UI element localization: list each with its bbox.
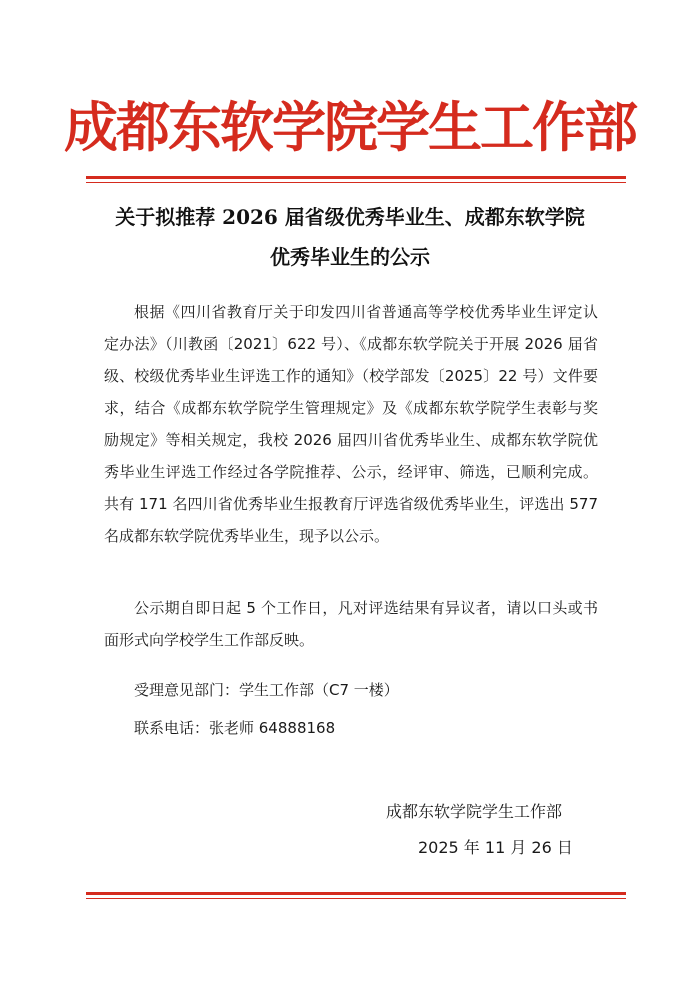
letterhead-rule-thick	[86, 176, 626, 179]
signature-org: 成都东软学院学生工作部	[386, 802, 563, 821]
letterhead-org-name: 成都东软学院学生工作部	[64, 95, 636, 159]
notice-title-line2: 优秀毕业生的公示	[270, 245, 430, 269]
footer-rule-thick	[86, 892, 626, 895]
body-paragraph-2: 公示期自即日起 5 个工作日，凡对评选结果有异议者，请以口头或书面形式向学校学生工作部反映。	[104, 599, 598, 649]
body-paragraph-1: 根据《四川省教育厅关于印发四川省普通高等学校优秀毕业生评定认定办法》（川教函〔2021〕622 号）、《成都东软学院关于开展 2026 届省级、校级优秀毕业生评选工作的通知》（校学部发〔2025〕22 号）文件要求，结合《成都东软学院学生管理规定》及《成都东软学院学生表彰与奖励规定》等相关规定，我校 2026 届四川省优秀毕业生、成都东软学院优秀毕业生评选工作经过各学院推荐、公示，经评审、筛选，已顺利完成。共有 171 名四川省优秀毕业生报教育厅评选省级优秀毕业生，评选出 577 名成都东软学院优秀毕业生，现予以公示。	[104, 303, 598, 545]
signature-date: 2025 年 11 月 26 日	[418, 838, 573, 857]
notice-title-line1: 关于拟推荐 2026 届省级优秀毕业生、成都东软学院	[115, 205, 585, 229]
contact-office-line: 受理意见部门：学生工作部（C7 一楼）	[134, 681, 399, 699]
letterhead-rule-thin	[86, 182, 626, 183]
contact-phone-line: 联系电话：张老师 64888168	[134, 719, 336, 737]
footer-rule-thin	[86, 898, 626, 899]
